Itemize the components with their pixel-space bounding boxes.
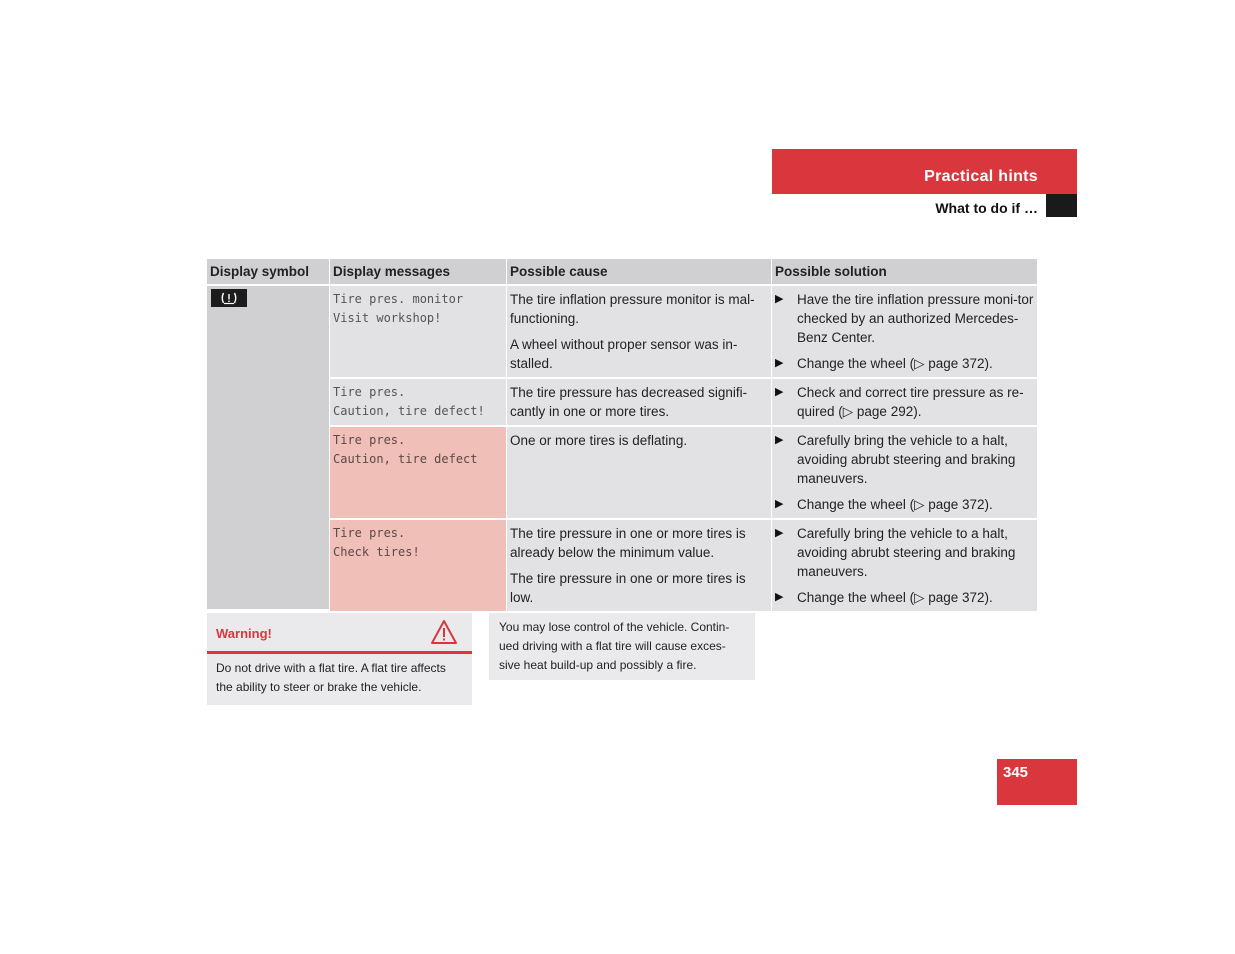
table-header-row <box>207 259 1037 286</box>
warning-triangle-icon <box>430 619 458 645</box>
solution-item <box>775 524 1034 581</box>
cause-text: The tire pressure in one or more tires is low. <box>510 571 746 605</box>
solution-text: Carefully bring the vehicle to a halt, avoiding abrubt steering and braking maneuvers. <box>797 433 1016 486</box>
display-message-cell <box>330 379 507 427</box>
display-message-line: Tire pres. monitor <box>333 292 464 306</box>
bullet-arrow-icon: ▶ <box>775 498 784 510</box>
warning-continuation: You may lose control of the vehicle. Contin-ued driving with a flat tire will cause exces-sive heat build-up and possibly a fire. <box>489 613 755 680</box>
warning-header <box>207 613 472 654</box>
cause-text: A wheel without proper sensor was in-stalled. <box>510 337 738 371</box>
solution-item <box>775 383 1034 421</box>
display-message-line: Check tires! <box>333 545 420 559</box>
display-symbol-cell <box>207 286 330 611</box>
solution-text: Have the tire inflation pressure moni-tor checked by an authorized Mercedes-Benz Center. <box>797 292 1034 345</box>
table-row <box>207 379 1037 427</box>
solution-item <box>775 495 1034 514</box>
display-message-cell <box>330 520 507 611</box>
possible-solution-cell <box>772 379 1037 427</box>
possible-solution-cell <box>772 286 1037 379</box>
subsection-marker <box>1046 194 1077 217</box>
section-title: Practical hints <box>772 149 1077 194</box>
bullet-arrow-icon: ▶ <box>775 357 784 369</box>
table-row <box>207 520 1037 611</box>
bullet-arrow-icon: ▶ <box>775 386 784 398</box>
page-number: 345 <box>997 759 1077 805</box>
possible-cause-cell <box>507 520 772 611</box>
display-message-line: Tire pres. <box>333 433 406 447</box>
possible-cause-cell <box>507 286 772 379</box>
cause-text: One or more tires is deflating. <box>510 433 688 448</box>
cause-text: The tire pressure has decreased signifi-cantly in one or more tires. <box>510 385 748 419</box>
display-message-line: Caution, tire defect <box>333 452 478 466</box>
warning-title: Warning! <box>216 626 272 641</box>
column-header: Possible solution <box>772 259 1037 286</box>
table-row <box>207 427 1037 520</box>
solution-item <box>775 431 1034 488</box>
solution-item <box>775 588 1034 607</box>
bullet-arrow-icon: ▶ <box>775 434 784 446</box>
display-message-cell <box>330 427 507 520</box>
solution-item <box>775 354 1034 373</box>
column-header: Display messages <box>330 259 507 286</box>
warning-body: Do not drive with a flat tire. A flat tire affects the ability to steer or brake the vehicle. <box>216 661 446 694</box>
display-message-line: Tire pres. <box>333 385 406 399</box>
possible-solution-cell <box>772 427 1037 520</box>
solution-item <box>775 290 1034 347</box>
possible-cause-cell <box>507 427 772 520</box>
display-message-line: Tire pres. <box>333 526 406 540</box>
subsection-title: What to do if … <box>935 200 1038 216</box>
solution-text: Check and correct tire pressure as re-quired (▷ page 292). <box>797 385 1024 419</box>
possible-cause-cell <box>507 379 772 427</box>
display-message-line: Caution, tire defect! <box>333 404 485 418</box>
solution-text: Carefully bring the vehicle to a halt, avoiding abrubt steering and braking maneuvers. <box>797 526 1016 579</box>
possible-solution-cell <box>772 520 1037 611</box>
table-row <box>207 286 1037 379</box>
cause-text: The tire inflation pressure monitor is mal-functioning. <box>510 292 755 326</box>
display-messages-table <box>207 259 1037 611</box>
tire-pressure-warning-icon <box>211 289 247 307</box>
bullet-arrow-icon: ▶ <box>775 293 784 305</box>
warning-box <box>207 613 472 705</box>
solution-text: Change the wheel (▷ page 372). <box>797 590 993 605</box>
cause-text: The tire pressure in one or more tires is already below the minimum value. <box>510 526 746 560</box>
column-header: Display symbol <box>207 259 330 286</box>
bullet-arrow-icon: ▶ <box>775 527 784 539</box>
bullet-arrow-icon: ▶ <box>775 591 784 603</box>
display-message-cell <box>330 286 507 379</box>
display-message-line: Visit workshop! <box>333 311 442 325</box>
column-header: Possible cause <box>507 259 772 286</box>
solution-text: Change the wheel (▷ page 372). <box>797 356 993 371</box>
solution-text: Change the wheel (▷ page 372). <box>797 497 993 512</box>
